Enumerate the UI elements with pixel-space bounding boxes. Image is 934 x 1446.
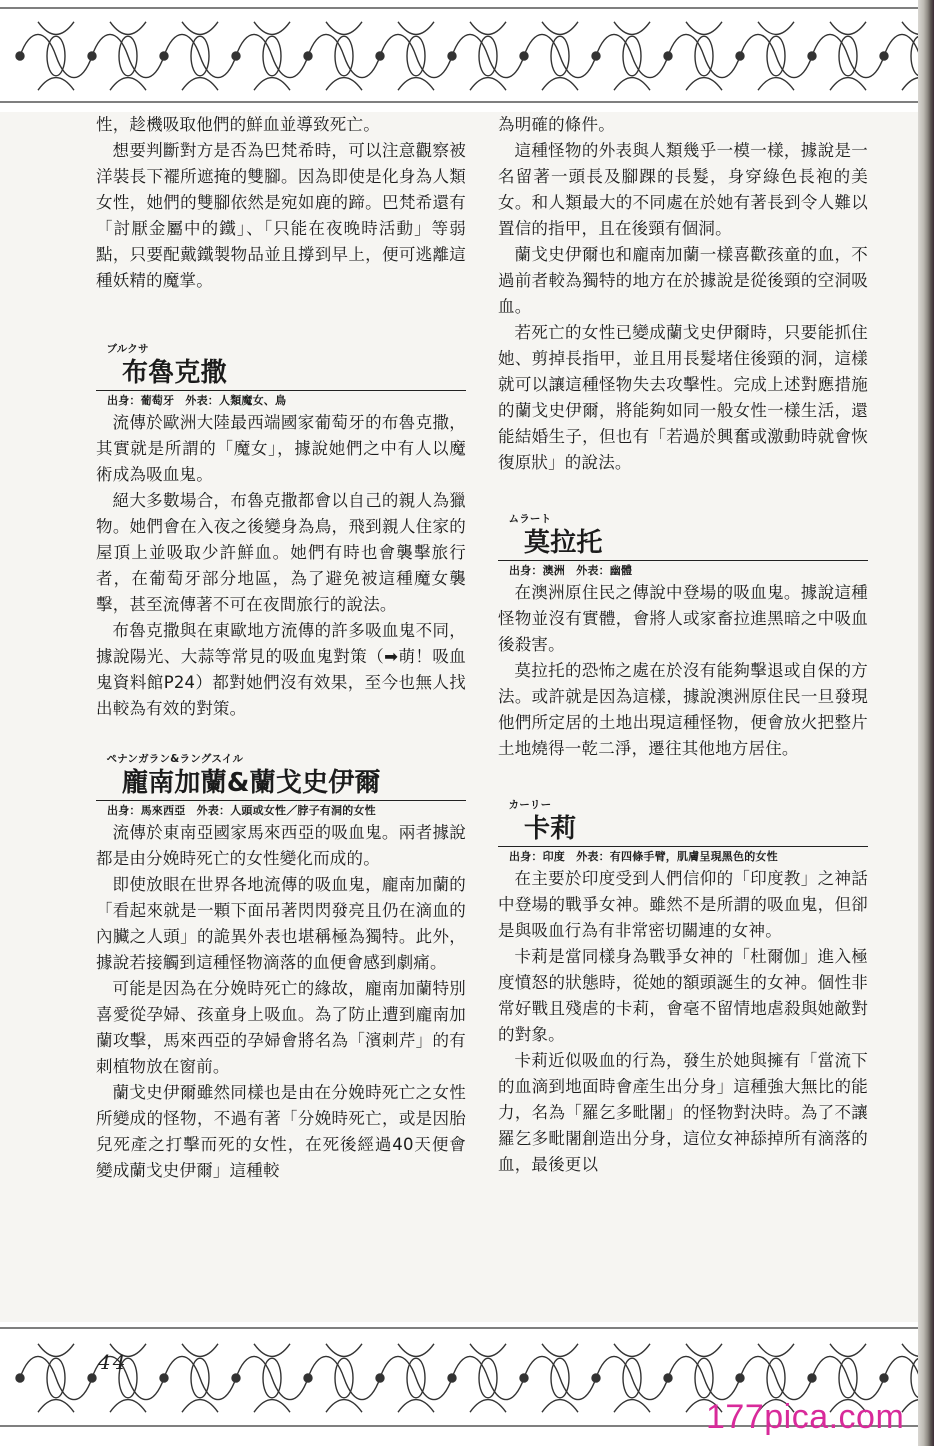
entry-title: 布魯克撒 <box>122 358 227 388</box>
entry-kana: ブルクサ <box>106 343 149 355</box>
lace-dot <box>520 1374 528 1382</box>
lace-dot <box>160 52 168 60</box>
lace-dot <box>88 52 96 60</box>
entry-kana: カーリー <box>508 799 552 811</box>
entry-paragraph: 在澳洲原住民之傳說中登場的吸血鬼。據說這種怪物並沒有實體，會將人或家畜拉進黑暗之中吸血後殺害。 <box>498 583 868 654</box>
lace-dot <box>808 1374 816 1382</box>
entry-kali <box>498 798 868 1178</box>
top-ornament-border <box>0 0 918 112</box>
lace-dot <box>520 52 528 60</box>
entry-paragraph: 流傳於歐洲大陸最西端國家葡萄牙的布魯克撒，其實就是所謂的「魔女」，據說她們之中有人以魔術成為吸血鬼。 <box>96 413 466 484</box>
entry-bruxa <box>96 342 466 722</box>
right-intro-paragraph-4: 若死亡的女性已變成蘭戈史伊爾時，只要能抓住她、剪掉長指甲，並且用長髮堵住後頸的洞，這樣就可以讓這種怪物失去攻擊性。完成上述對應措施的蘭戈史伊爾，將能夠如同一般女性一樣生活，還能結婚生子，但也有「若過於興奮或激動時就會恢復原狀」的說法。 <box>498 323 868 472</box>
lace-dot <box>232 1374 240 1382</box>
entry-meta: 出身：澳洲 外表：幽體 <box>498 560 868 580</box>
entry-meta: 出身：馬來西亞 外表：人頭或女性／脖子有洞的女性 <box>96 800 466 820</box>
lace-dot <box>448 52 456 60</box>
page-edge <box>918 0 934 1446</box>
lace-dot <box>448 1374 456 1382</box>
entry-meta: 出身：印度 外表：有四條手臂，肌膚呈現黑色的女性 <box>498 846 868 866</box>
entry-title: 龐南加蘭&蘭戈史伊爾 <box>122 768 381 798</box>
right-intro-paragraph-3: 蘭戈史伊爾也和龐南加蘭一樣喜歡孩童的血，不過前者較為獨特的地方在於據說是從後頸的空洞吸血。 <box>498 245 868 316</box>
lace-dot <box>376 52 384 60</box>
lace-dot <box>376 1374 384 1382</box>
lace-dot <box>88 1374 96 1382</box>
page-number: 44 <box>98 1350 128 1374</box>
left-intro-paragraph-2: 想要判斷對方是否為巴梵希時，可以注意觀察被洋裝長下襬所遮掩的雙腳。因為即使是化身為人類女性，她們的雙腳依然是宛如鹿的蹄。巴梵希還有「討厭金屬中的鐵」、「只能在夜晚時活動」等弱點，只要配戴鐵製物品並且撐到早上，便可逃離這種妖精的魔掌。 <box>96 141 466 290</box>
entry-paragraph: 可能是因為在分娩時死亡的緣故，龐南加蘭特別喜愛從孕婦、孩童身上吸血。為了防止遭到龐南加蘭攻擊，馬來西亞的孕婦會將名為「濱刺芹」的有刺植物放在窗前。 <box>96 979 466 1076</box>
lace-dot <box>880 1374 888 1382</box>
entry-paragraph: 卡莉近似吸血的行為，發生於她與擁有「當流下的血滴到地面時會產生出分身」這種強大無比的能力，名為「羅乞多毗闍」的怪物對決時。為了不讓羅乞多毗闍創造出分身，這位女神舔掉所有滴落的血，最後更以 <box>498 1051 868 1174</box>
entry-title: 莫拉托 <box>524 528 603 558</box>
lace-dot <box>736 52 744 60</box>
entry-meta: 出身：葡萄牙 外表：人類魔女、鳥 <box>96 390 466 410</box>
entry-paragraph: 即使放眼在世界各地流傳的吸血鬼，龐南加蘭的「看起來就是一顆下面吊著閃閃發亮且仍在滴血的內臟之人頭」的詭異外表也堪稱極為獨特。此外，據說若接觸到這種怪物滴落的血便會感到劇痛。 <box>96 875 466 972</box>
lace-dot <box>304 1374 312 1382</box>
lace-dot <box>304 52 312 60</box>
lace-dot <box>664 52 672 60</box>
lace-dot <box>232 52 240 60</box>
lace-dot <box>664 1374 672 1382</box>
entry-kana: ムラート <box>508 513 552 525</box>
entry-paragraph: 絕大多數場合，布魯克撒都會以自己的親人為獵物。她們會在入夜之後變身為鳥，飛到親人住家的屋頂上並吸取少許鮮血。她們有時也會襲擊旅行者，在葡萄牙部分地區，為了避免被這種魔女襲擊，甚至流傳著不可在夜間旅行的說法。 <box>96 491 466 614</box>
entry-paragraph: 蘭戈史伊爾雖然同樣也是由在分娩時死亡之女性所變成的怪物，不過有著「分娩時死亡，或是因胎兒死產之打擊而死的女性，在死後經過40天便會變成蘭戈史伊爾」這種較 <box>96 1083 466 1180</box>
lace-dot <box>736 1374 744 1382</box>
lace-dot <box>808 52 816 60</box>
lace-dot <box>880 52 888 60</box>
entry-paragraph: 布魯克撒與在東歐地方流傳的許多吸血鬼不同，據說陽光、大蒜等常見的吸血鬼對策（➡萌！吸血鬼資料館P24）都對她們沒有效果，至今也無人找出較為有效的對策。 <box>96 621 466 718</box>
entry-kana: ペナンガラン&ラングスイル <box>106 753 244 765</box>
entry-mulla <box>498 512 868 762</box>
lace-dot <box>592 1374 600 1382</box>
lace-dot <box>16 52 24 60</box>
entry-penanggalan <box>96 752 466 1184</box>
right-intro-paragraph-1: 為明確的條件。 <box>498 115 615 134</box>
entry-paragraph: 流傳於東南亞國家馬來西亞的吸血鬼。兩者據說都是由分娩時死亡的女性變化而成的。 <box>96 823 466 868</box>
entry-paragraph: 在主要於印度受到人們信仰的「印度教」之神話中登場的戰爭女神。雖然不是所謂的吸血鬼，但卻是與吸血行為有非常密切關連的女神。 <box>498 869 868 940</box>
lace-pattern-icon <box>0 0 918 112</box>
lace-dot <box>160 1374 168 1382</box>
watermark: 177pica.com <box>706 1398 905 1436</box>
left-column <box>96 112 466 1184</box>
left-intro-paragraph-1: 性，趁機吸取他們的鮮血並導致死亡。 <box>96 115 380 134</box>
entry-paragraph: 莫拉托的恐怖之處在於沒有能夠擊退或自保的方法。或許就是因為這樣，據說澳洲原住民一旦發現他們所定居的土地出現這種怪物，便會放火把整片土地燒得一乾二淨，遷往其他地方居住。 <box>498 661 868 758</box>
lace-dot <box>16 1374 24 1382</box>
right-intro-paragraph-2: 這種怪物的外表與人類幾乎一模一樣，據說是一名留著一頭長及腳踝的長髮，身穿綠色長袍的美女。和人類最大的不同處在於她有著長到令人難以置信的指甲，且在後頸有個洞。 <box>498 141 868 238</box>
lace-dot <box>592 52 600 60</box>
entry-title: 卡莉 <box>524 814 577 844</box>
entry-paragraph: 卡莉是當同樣身為戰爭女神的「杜爾伽」進入極度憤怒的狀態時，從她的額頭誕生的女神。個性非常好戰且殘虐的卡莉，會毫不留情地虐殺與她敵對的對象。 <box>498 947 868 1044</box>
right-column <box>498 112 868 1178</box>
